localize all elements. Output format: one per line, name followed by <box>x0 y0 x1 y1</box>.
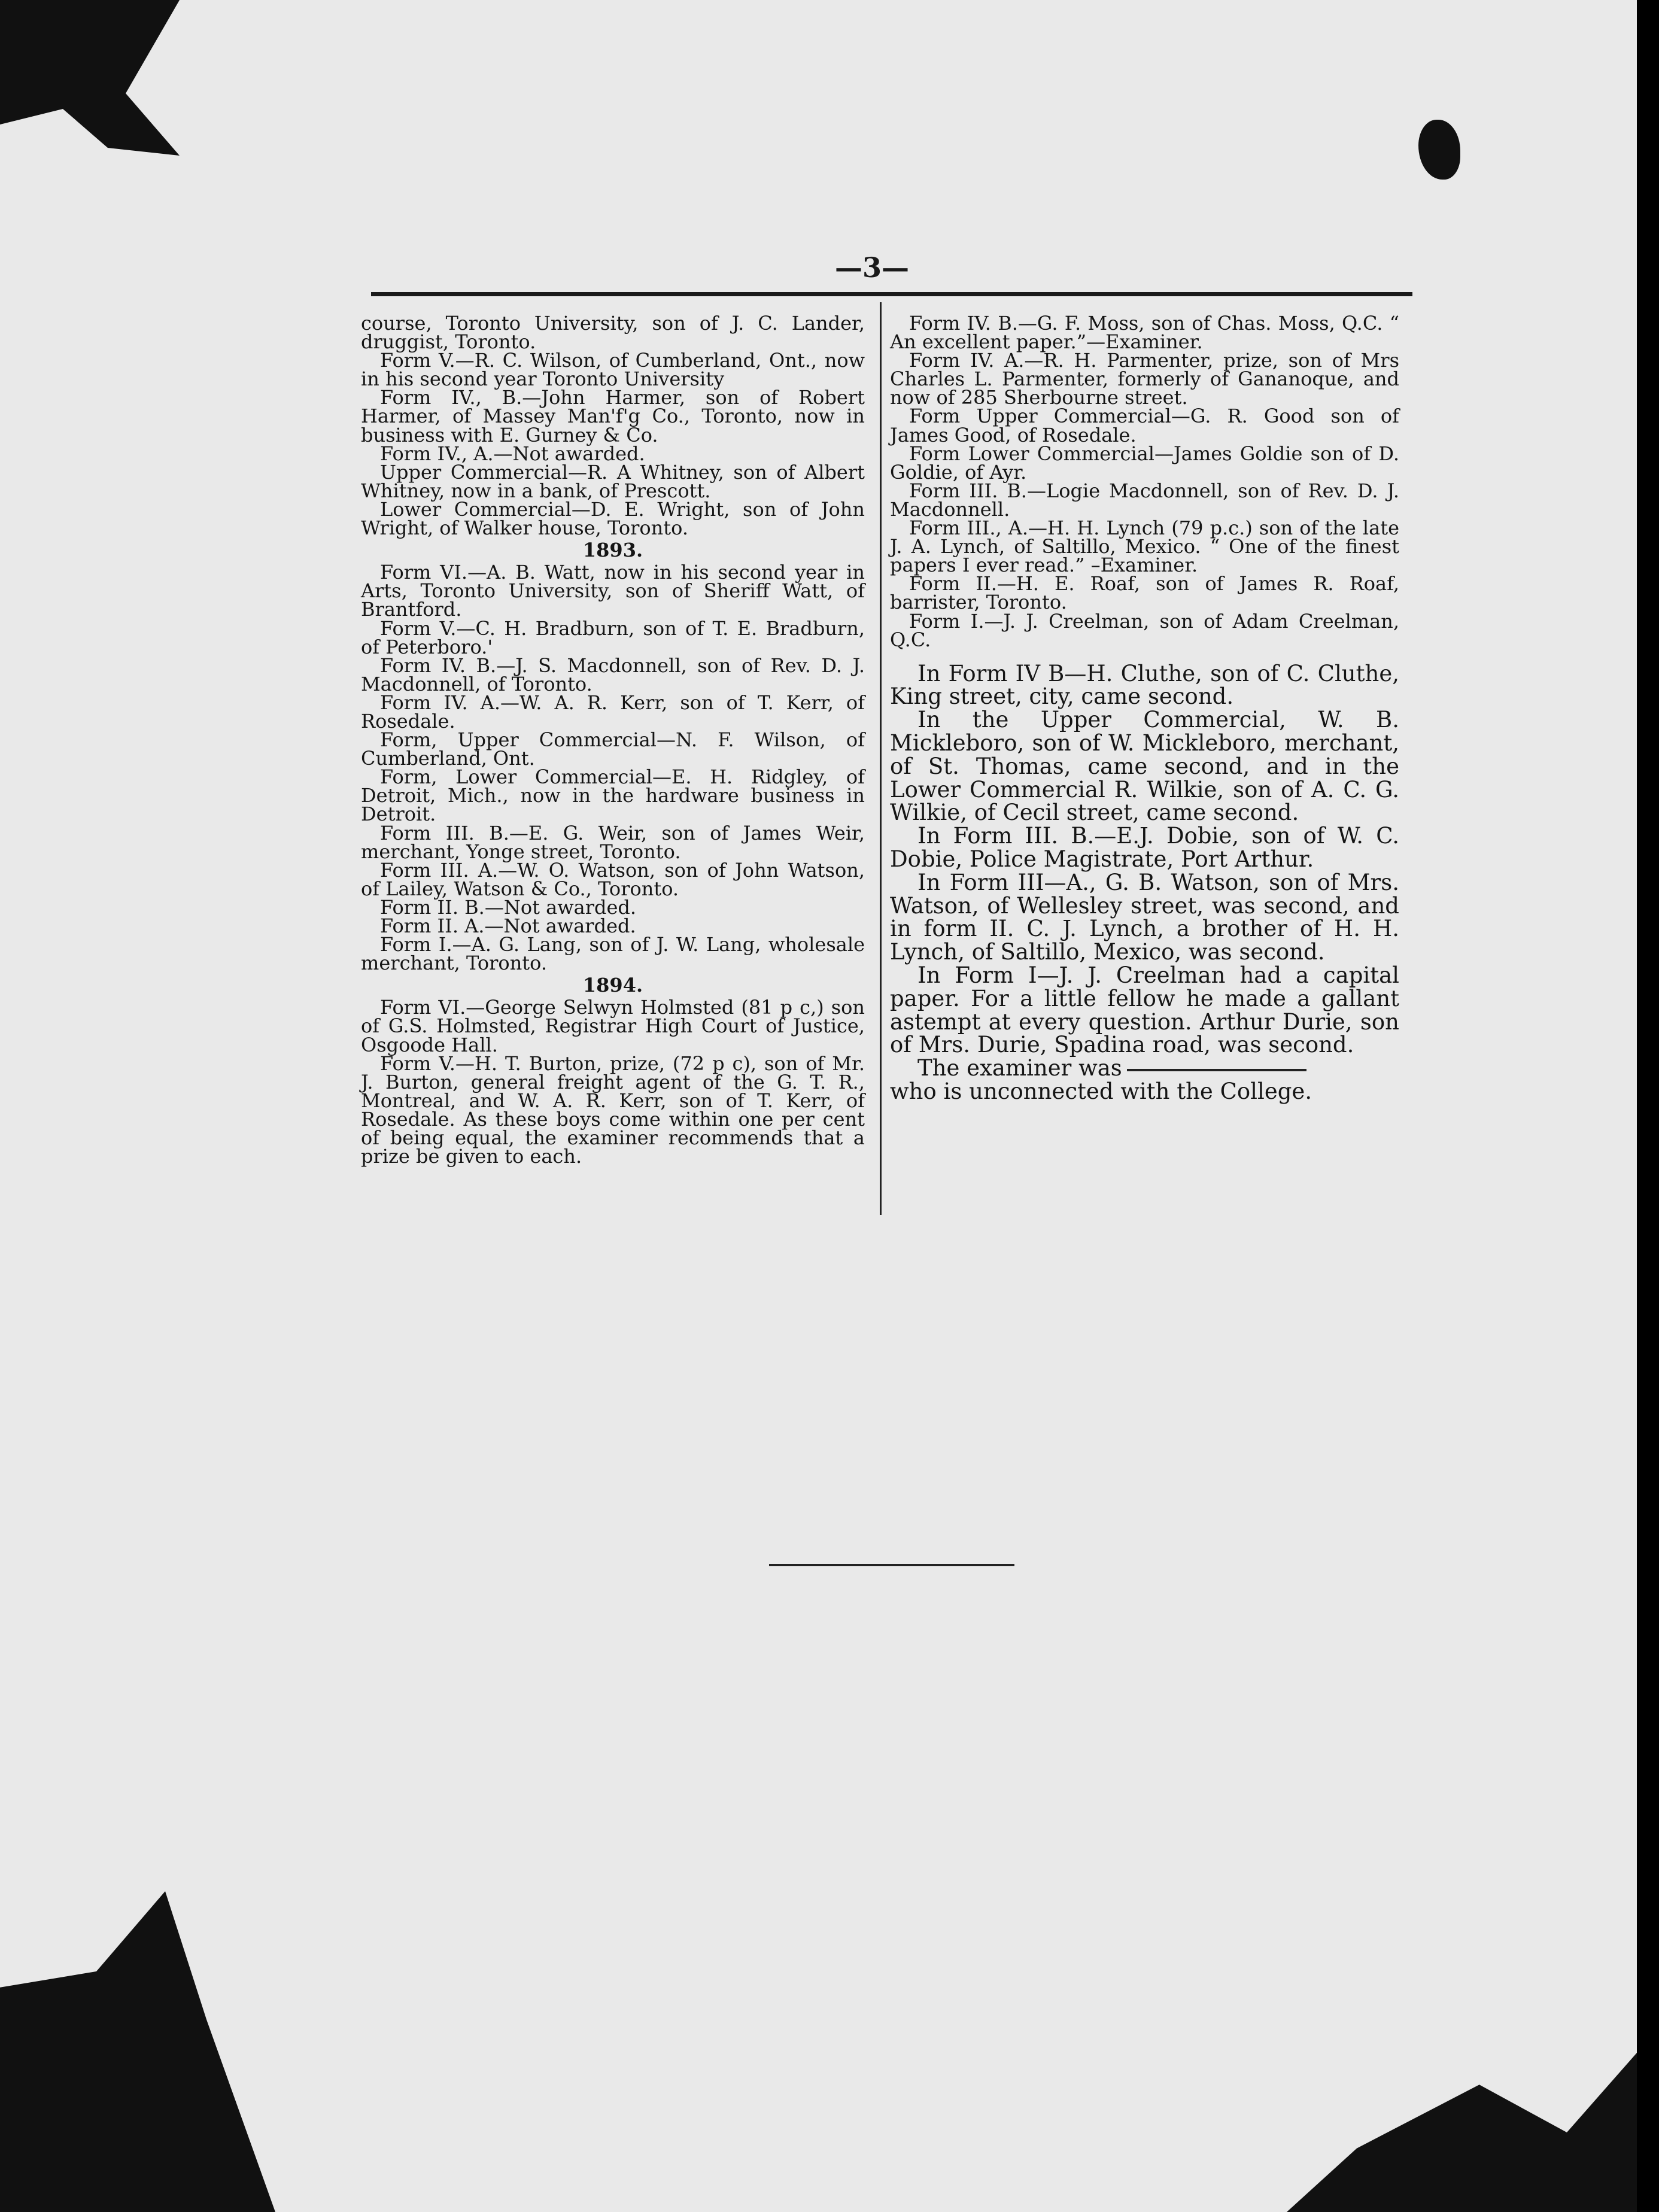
right-paragraph: Form II.—H. E. Roaf, son of James R. Roaf, barrister, Toronto. <box>890 572 1399 614</box>
left-paragraph: Lower Commercial—D. E. Wright, son of John Wright, of Walker house, Toronto. <box>361 497 865 540</box>
right-paragraph: Form III. B.—Logie Macdonnell, son of Rev. D. J. Macdonnell. <box>890 479 1399 521</box>
examiner-blank-line <box>1127 1069 1306 1071</box>
right-paragraph: Form IV. B.—G. F. Moss, son of Chas. Moss, Q.C. “ An excellent paper.”—Examiner. <box>890 312 1399 354</box>
closing-prefix: The examiner was <box>917 1055 1122 1081</box>
scan-border-right <box>1637 0 1659 2212</box>
left-paragraph: Form IV., B.—John Harmer, son of Robert Harmer, of Massey Man'f'g Co., Toronto, now in business with E. Gurney & Co. <box>361 386 865 446</box>
right-column <box>890 314 1399 1104</box>
right-paragraph: In Form III—A., G. B. Watson, son of Mrs. Watson, of Wellesley street, was second, and in form II. C. J. Lynch, a brother of H. H. Lynch, of Saltillo, Mexico, was second. <box>890 869 1399 965</box>
right-paragraph: In Form III. B.—E.J. Dobie, son of W. C. Dobie, Police Magistrate, Port Arthur. <box>890 823 1399 873</box>
right-paragraph: In the Upper Commercial, W. B. Mickleboro, son of W. Mickleboro, merchant, of St. Thomas, came second, and in the Lower Commercial R. Wilkie, son of A. C. G. Wilkie, of Cecil street, came second. <box>890 707 1399 826</box>
left-paragraph: Form, Upper Commercial—N. F. Wilson, of Cumberland, Ont. <box>361 728 865 770</box>
left-paragraph: course, Toronto University, son of J. C. Lander, druggist, Toronto. <box>361 312 865 354</box>
header-rule <box>371 292 1412 296</box>
left-paragraph: Form VI.—A. B. Watt, now in his second year in Arts, Toronto University, son of Sheriff Watt, of Brantford. <box>361 561 865 621</box>
left-paragraph: Form IV. B.—J. S. Macdonnell, son of Rev. D. J. Macdonnell, of Toronto. <box>361 654 865 695</box>
right-paragraph: Form I.—J. J. Creelman, son of Adam Creelman, Q.C. <box>890 609 1399 651</box>
left-paragraph: Form III. A.—W. O. Watson, son of John Watson, of Lailey, Watson & Co., Toronto. <box>361 858 865 900</box>
right-paragraph: Form III., A.—H. H. Lynch (79 p.c.) son of the late J. A. Lynch, of Saltillo, Mexico. “ One of the finest papers I ever read.” –Examiner. <box>890 516 1399 577</box>
left-paragraph: Form IV., A.—Not awarded. <box>380 442 645 465</box>
left-paragraph: Form III. B.—E. G. Weir, son of James Weir, merchant, Yonge street, Toronto. <box>361 821 865 863</box>
left-paragraph: Form, Lower Commercial—E. H. Ridgley, of Detroit, Mich., now in the hardware business in Detroit. <box>361 765 865 826</box>
year-heading: 1894. <box>582 974 643 997</box>
closing-suffix: who is unconnected with the College. <box>890 1078 1312 1105</box>
right-paragraph: Form Upper Commercial—G. R. Good son of James Good, of Rosedale. <box>890 405 1399 446</box>
left-paragraph: Form II. B.—Not awarded. <box>380 895 637 919</box>
left-paragraph: Form I.—A. G. Lang, son of J. W. Lang, wholesale merchant, Toronto. <box>361 933 865 975</box>
left-paragraph: Form V.—R. C. Wilson, of Cumberland, Ont., now in his second year Toronto University <box>361 349 865 391</box>
left-paragraph: Form IV. A.—W. A. R. Kerr, son of T. Kerr, of Rosedale. <box>361 691 865 733</box>
page-number: —3— <box>835 251 910 284</box>
year-heading: 1893. <box>582 539 643 562</box>
right-paragraph: Form Lower Commercial—James Goldie son of D. Goldie, of Ayr. <box>890 442 1399 484</box>
right-paragraph: Form IV. A.—R. H. Parmenter, prize, son of Mrs Charles L. Parmenter, formerly of Gananoque, and now of 285 Sherbourne street. <box>890 349 1399 409</box>
left-column <box>361 314 865 1166</box>
left-paragraph: Form II. A.—Not awarded. <box>380 914 636 937</box>
footer-rule <box>769 1564 1014 1566</box>
right-paragraph: In Form I—J. J. Creelman had a capital paper. For a little fellow he made a gallant astempt at every question. Arthur Durie, son of Mrs. Durie, Spadina road, was second. <box>890 962 1399 1058</box>
left-paragraph: Form V.—C. H. Bradburn, son of T. E. Bradburn, of Peterboro.' <box>361 616 865 658</box>
left-paragraph: Form VI.—George Selwyn Holmsted (81 p c,) son of G.S. Holmsted, Registrar High Court of Justice, Osgoode Hall. <box>361 996 865 1056</box>
left-paragraph: Form V.—H. T. Burton, prize, (72 p c), son of Mr. J. Burton, general freight agent of the G. T. R., Montreal, and W. A. R. Kerr, son of T. Kerr, of Rosedale. As these boys come within one per cent of being equal, the examiner recommends that a prize be given to each. <box>361 1052 865 1168</box>
column-divider <box>880 302 882 1215</box>
closing-note <box>890 1057 1399 1104</box>
left-paragraph: Upper Commercial—R. A Whitney, son of Albert Whitney, now in a bank, of Prescott. <box>361 460 865 502</box>
right-paragraph: In Form IV B—H. Cluthe, son of C. Cluthe, King street, city, came second. <box>890 660 1399 710</box>
